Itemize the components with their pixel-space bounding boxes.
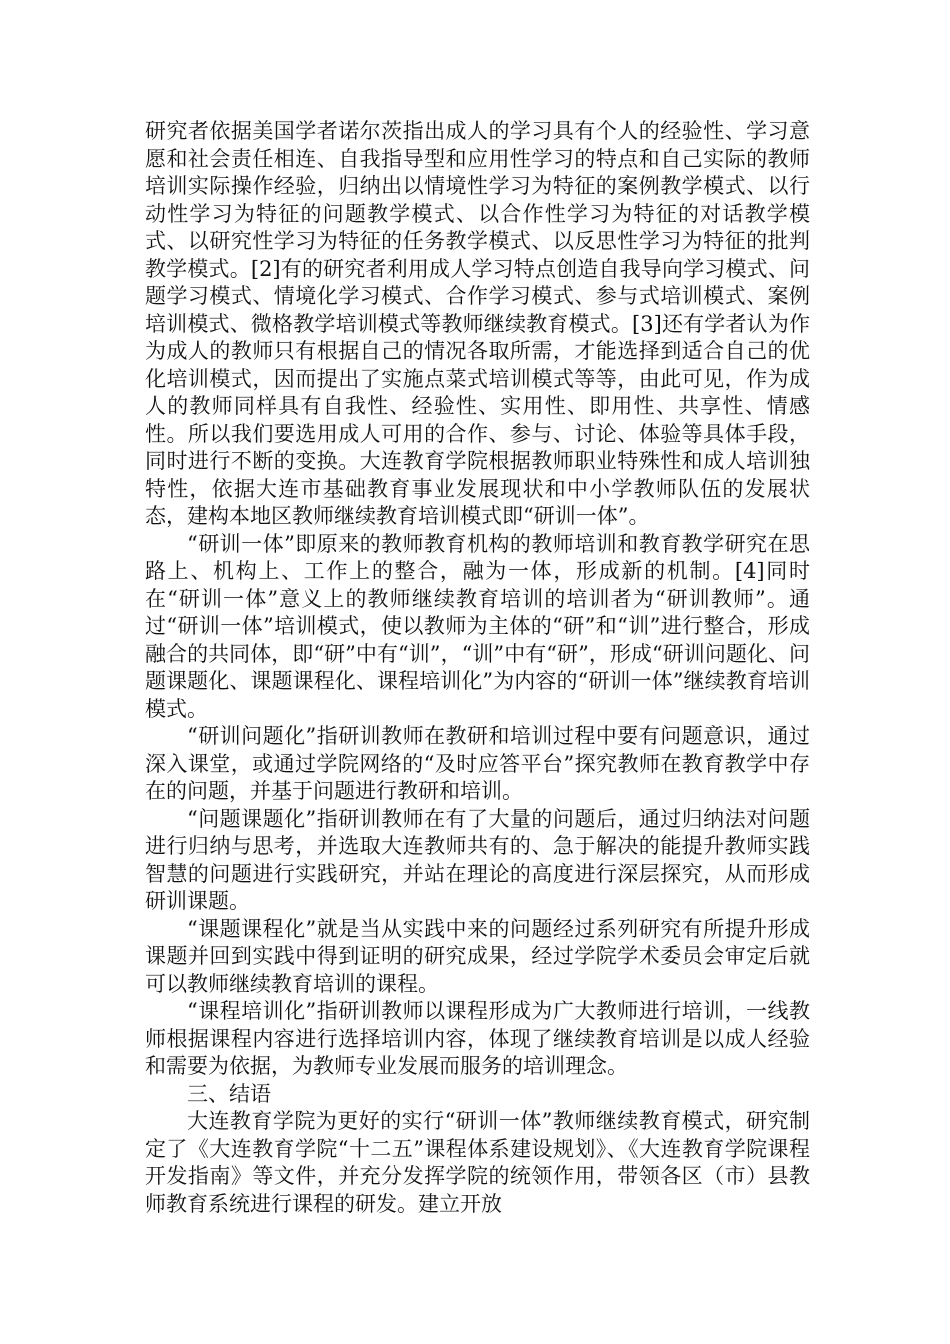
body-paragraph-5: “课题课程化”就是当从实践中来的问题经过系列研究有所提升形成课题并回到实践中得到证明的研究成果，经过学院学术委员会审定后就可以教师继续教育培训的课程。 xyxy=(145,916,810,996)
closing-paragraph: 大连教育学院为更好的实行“研训一体”教师继续教育模式，研究制定了《大连教育学院“十二五”课程体系建设规划》、《大连教育学院课程开发指南》等文件，并充分发挥学院的统领作用，带领各区（市）县教师教育系统进行课程的研发。建立开放 xyxy=(145,1109,810,1216)
section-heading: 三、结语 xyxy=(187,1081,271,1106)
body-paragraph-3: “研训问题化”指研训教师在教研和培训过程中要有问题意识，通过深入课堂，或通过学院网络的“及时应答平台”探究教师在教育教学中存在的问题，并基于问题进行教研和培训。 xyxy=(145,724,810,803)
body-paragraph-2: “研训一体”即原来的教师教育机构的教师培训和教育教学研究在思路上、机构上、工作上的整合，融为一体，形成新的机制。[4]同时在“研训一体”意义上的教师继续教育培训的培训者为“研训教师”。通过“研训一体”培训模式，使以教师为主体的“研”和“训”进行整合，形成融合的共同体，即“研”中有“训”，“训”中有“研”，形成“研训问题化、问题课题化、课题课程化、课程培训化”为内容的“研训一体”继续教育培训模式。 xyxy=(145,531,810,721)
body-paragraph-4: “问题课题化”指研训教师在有了大量的问题后，通过归纳法对问题进行归纳与思考，并选取大连教师共有的、急于解决的能提升教师实践智慧的问题进行实践研究，并站在理论的高度进行深层探究，从而形成研训课题。 xyxy=(145,806,810,913)
document-page xyxy=(145,118,810,1218)
body-paragraph-1: 研究者依据美国学者诺尔茨指出成人的学习具有个人的经验性、学习意愿和社会责任相连、自我指导型和应用性学习的特点和自己实际的教师培训实际操作经验，归纳出以情境性学习为特征的案例教学模式、以行动性学习为特征的问题教学模式、以合作性学习为特征的对话教学模式、以研究性学习为特征的任务教学模式、以反思性学习为特征的批判教学模式。[2]有的研究者利用成人学习特点创造自我导向学习模式、问题学习模式、情境化学习模式、合作学习模式、参与式培训模式、案例培训模式、微格教学培训模式等教师继续教育模式。[3]还有学者认为作为成人的教师只有根据自己的情况各取所需，才能选择到适合自己的优化培训模式，因而提出了实施点菜式培训模式等等，由此可见，作为成人的教师同样具有自我性、经验性、实用性、即用性、共享性、情感性。所以我们要选用成人可用的合作、参与、讨论、体验等具体手段，同时进行不断的变换。大连教育学院根据教师职业特殊性和成人培训独特性，依据大连市基础教育事业发展现状和中小学教师队伍的发展状态，建构本地区教师继续教育培训模式即“研训一体”。 xyxy=(145,119,810,528)
body-paragraph-6: “课程培训化”指研训教师以课程形成为广大教师进行培训，一线教师根据课程内容进行选择培训内容，体现了继续教育培训是以成人经验和需要为依据，为教师专业发展而服务的培训理念。 xyxy=(145,999,810,1078)
